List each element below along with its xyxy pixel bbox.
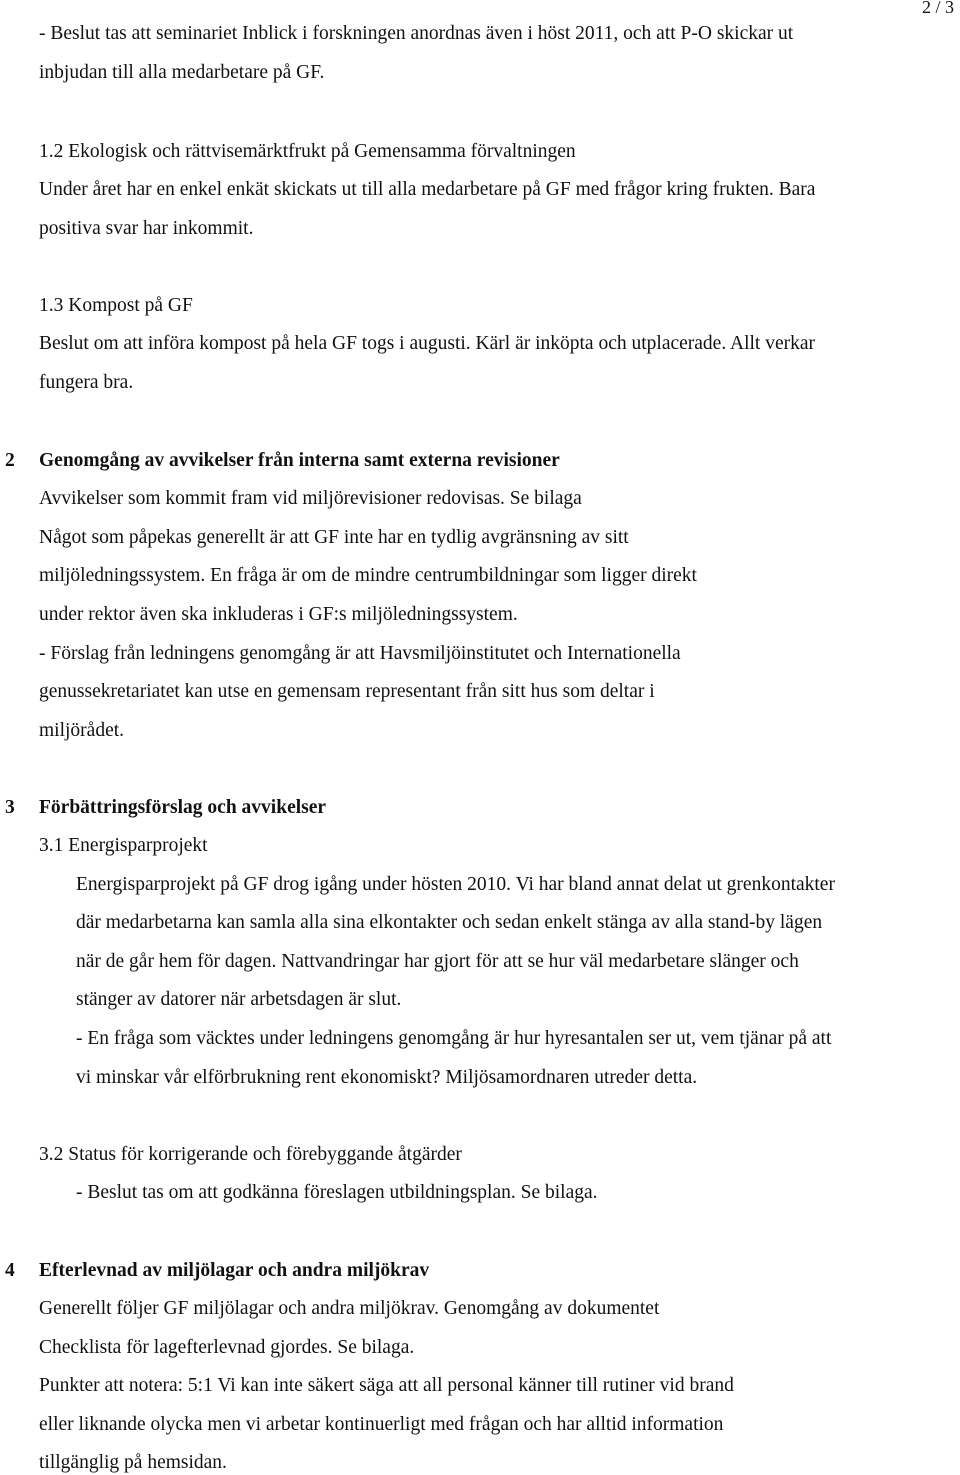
section-4-line: eller liknande olycka men vi arbetar kontinuerligt med frågan och har alltid information	[39, 1414, 724, 1435]
section-3-title: Förbättringsförslag och avvikelser	[39, 797, 327, 818]
section-1-2-line: Under året har en enkel enkät skickats ut till alla medarbetare på GF med frågor kring frukten. Bara	[39, 179, 816, 200]
section-3-1-line: - En fråga som väcktes under ledningens genomgång är hur hyresantalen ser ut, vem tjänar på att	[76, 1028, 832, 1049]
section-3-1-line: där medarbetarna kan samla alla sina elkontakter och sedan enkelt stänga av alla stand-by lägen	[76, 912, 823, 933]
section-4-line: tillgänglig på hemsidan.	[39, 1452, 227, 1473]
section-1-3-line: Beslut om att införa kompost på hela GF togs i augusti. Kärl är inköpta och utplacerade. Allt verkar	[39, 333, 816, 354]
section-2-line: miljöledningssystem. En fråga är om de mindre centrumbildningar som ligger direkt	[39, 565, 697, 586]
section-3-1-line: stänger av datorer när arbetsdagen är slut.	[76, 989, 402, 1010]
section-4-line: Generellt följer GF miljölagar och andra miljökrav. Genomgång av dokumentet	[39, 1298, 660, 1319]
section-2-number: 2	[5, 450, 15, 471]
section-2-line: Något som påpekas generellt är att GF inte har en tydlig avgränsning av sitt	[39, 527, 629, 548]
section-2-line: Avvikelser som kommit fram vid miljörevisioner redovisas. Se bilaga	[39, 488, 582, 509]
section-2-line: - Förslag från ledningens genomgång är att Havsmiljöinstitutet och Internationella	[39, 643, 681, 664]
section-3-2-heading: 3.2 Status för korrigerande och förebyggande åtgärder	[39, 1144, 462, 1165]
section-2-title: Genomgång av avvikelser från interna samt externa revisioner	[39, 450, 560, 471]
section-4-line: Checklista för lagefterlevnad gjordes. Se bilaga.	[39, 1337, 415, 1358]
section-3-1-line: vi minskar vår elförbrukning rent ekonomiskt? Miljösamordnaren utreder detta.	[76, 1067, 698, 1088]
intro-line: inbjudan till alla medarbetare på GF.	[39, 62, 325, 83]
section-2-line: miljörådet.	[39, 720, 125, 741]
section-3-number: 3	[5, 797, 15, 818]
section-3-1-line: Energisparprojekt på GF drog igång under hösten 2010. Vi har bland annat delat ut grenkontakter	[76, 874, 835, 895]
section-1-3-heading: 1.3 Kompost på GF	[39, 295, 193, 316]
page-number: 2 / 3	[921, 0, 954, 17]
section-3-2-line: - Beslut tas om att godkänna föreslagen utbildningsplan. Se bilaga.	[76, 1182, 598, 1203]
section-4-title: Efterlevnad av miljölagar och andra miljökrav	[39, 1260, 430, 1281]
intro-line: - Beslut tas att seminariet Inblick i forskningen anordnas även i höst 2011, och att P-O skickar ut	[39, 23, 794, 44]
section-4-line: Punkter att notera: 5:1 Vi kan inte säkert säga att all personal känner till rutiner vid brand	[39, 1375, 734, 1396]
section-1-3-line: fungera bra.	[39, 372, 134, 393]
section-1-2-heading: 1.2 Ekologisk och rättvisemärktfrukt på Gemensamma förvaltningen	[39, 141, 576, 162]
section-4-number: 4	[5, 1260, 15, 1281]
section-3-1-line: när de går hem för dagen. Nattvandringar har gjort för att se hur väl medarbetare slänger och	[76, 951, 799, 972]
section-1-2-line: positiva svar har inkommit.	[39, 218, 254, 239]
section-3-1-heading: 3.1 Energisparprojekt	[39, 835, 208, 856]
section-2-line: genussekretariatet kan utse en gemensam representant från sitt hus som deltar i	[39, 681, 655, 702]
section-2-line: under rektor även ska inkluderas i GF:s miljöledningssystem.	[39, 604, 518, 625]
